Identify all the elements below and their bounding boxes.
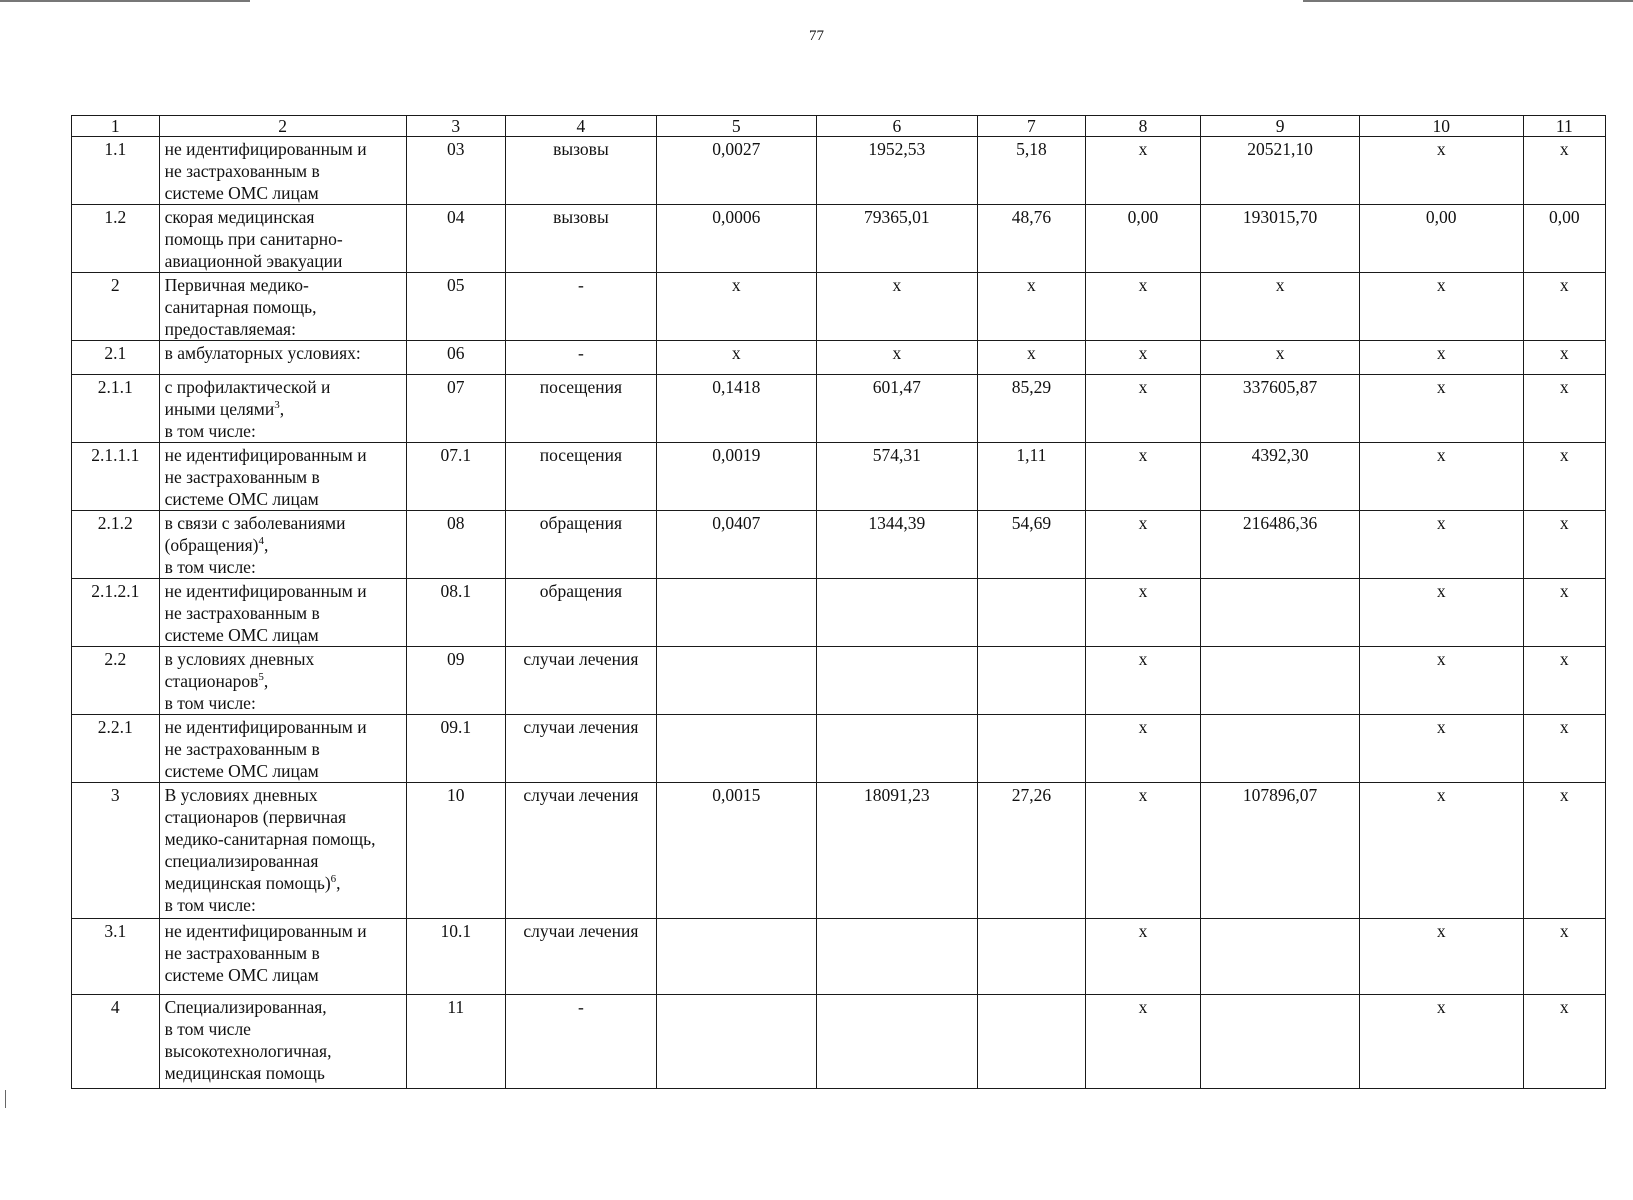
row-name-line: [165, 784, 401, 806]
row-name-line: [165, 534, 401, 556]
cell-col-6: 18091,23: [816, 783, 978, 919]
row-name-text: медико-санитарная помощь,: [164, 829, 376, 849]
row-name-text: иными целями: [164, 399, 275, 419]
cell-col-10: x: [1359, 443, 1523, 511]
cell-col-6: [816, 919, 978, 995]
cell-col-5: [657, 995, 817, 1089]
row-name-text: в том числе:: [164, 557, 256, 577]
cell-col-5: [657, 919, 817, 995]
row-number: 2.2.1: [72, 715, 160, 783]
cell-col-5: [657, 647, 817, 715]
cell-col-11: x: [1523, 715, 1605, 783]
row-name-text: стационаров (первичная: [164, 807, 347, 827]
column-header-1: 1: [72, 116, 160, 137]
page-number: 77: [809, 28, 824, 44]
column-header-3: 3: [406, 116, 505, 137]
row-number: 2: [72, 273, 160, 341]
row-number: 3.1: [72, 919, 160, 995]
row-number: 2.2: [72, 647, 160, 715]
row-name-text: системе ОМС лицам: [164, 965, 319, 985]
footnote-marker: 4: [258, 535, 264, 548]
row-name-text: не идентифицированным и: [164, 581, 367, 601]
cell-col-5: 0,0019: [657, 443, 817, 511]
row-name-text: не застрахованным в: [164, 161, 320, 181]
cell-col-10: x: [1359, 715, 1523, 783]
row-name-line: [165, 296, 401, 318]
cell-col-5: 0,0027: [657, 137, 817, 205]
row-name: [159, 341, 406, 375]
cell-col-10: x: [1359, 273, 1523, 341]
row-line-code: 09.1: [406, 715, 505, 783]
table-row: [72, 205, 1606, 273]
row-name-line: [165, 250, 401, 272]
row-line-code: 07: [406, 375, 505, 443]
column-header-10: 10: [1359, 116, 1523, 137]
row-name-line: [165, 828, 401, 850]
cell-col-11: x: [1523, 443, 1605, 511]
row-line-code: 10: [406, 783, 505, 919]
row-line-code: 08: [406, 511, 505, 579]
row-name-text: В условиях дневных: [164, 785, 318, 805]
row-name-line: [165, 942, 401, 964]
row-unit: вызовы: [505, 137, 656, 205]
table-row: [72, 919, 1606, 995]
row-name-line: [165, 138, 401, 160]
row-name-line: [165, 420, 401, 442]
row-name-text: помощь при санитарно-: [164, 229, 343, 249]
row-line-code: 06: [406, 341, 505, 375]
cell-col-10: x: [1359, 511, 1523, 579]
cell-col-8: x: [1085, 995, 1201, 1089]
row-unit: случаи лечения: [505, 647, 656, 715]
row-name-line: [165, 512, 401, 534]
row-line-code: 07.1: [406, 443, 505, 511]
table-row: [72, 137, 1606, 205]
cell-col-6: [816, 579, 978, 647]
table-row: [72, 995, 1606, 1089]
cell-col-9: 107896,07: [1201, 783, 1360, 919]
cell-col-11: x: [1523, 995, 1605, 1089]
row-name-text: не идентифицированным и: [164, 717, 367, 737]
row-name-text: высокотехнологичная,: [164, 1041, 332, 1061]
row-number: 4: [72, 995, 160, 1089]
row-number: 1.1: [72, 137, 160, 205]
row-line-code: 10.1: [406, 919, 505, 995]
cell-col-11: x: [1523, 341, 1605, 375]
cell-col-5: 0,0407: [657, 511, 817, 579]
row-name-text: в том числе:: [164, 693, 256, 713]
cell-col-10: x: [1359, 995, 1523, 1089]
row-line-code: 04: [406, 205, 505, 273]
row-unit: случаи лечения: [505, 715, 656, 783]
row-name-line: [165, 1018, 401, 1040]
cell-col-9: [1201, 715, 1360, 783]
row-name-line: [165, 624, 401, 646]
row-line-code: 03: [406, 137, 505, 205]
footnote-marker: 6: [330, 873, 337, 886]
table-row: [72, 273, 1606, 341]
row-number: 2.1.1: [72, 375, 160, 443]
row-name-line: [165, 872, 401, 894]
cell-col-8: x: [1085, 443, 1201, 511]
cell-col-8: x: [1085, 273, 1201, 341]
header-row: [72, 116, 1606, 137]
row-name: [159, 511, 406, 579]
row-name: [159, 273, 406, 341]
cell-col-11: x: [1523, 647, 1605, 715]
table-row: [72, 647, 1606, 715]
row-name-line: [165, 670, 401, 692]
row-number: 2.1.1.1: [72, 443, 160, 511]
row-name-text: в связи с заболеваниями: [164, 513, 346, 533]
row-number: 2.1.2.1: [72, 579, 160, 647]
row-name: [159, 919, 406, 995]
data-table: [71, 115, 1606, 1089]
cell-col-11: x: [1523, 375, 1605, 443]
row-name-text: системе ОМС лицам: [164, 761, 319, 781]
row-name-text: не идентифицированным и: [164, 921, 367, 941]
row-name: [159, 443, 406, 511]
row-number: 2.1: [72, 341, 160, 375]
cell-col-9: 20521,10: [1201, 137, 1360, 205]
row-name-text: предоставляемая:: [164, 319, 296, 339]
row-name-text: не идентифицированным и: [164, 139, 367, 159]
cell-col-7: [978, 579, 1085, 647]
footnote-marker: 3: [274, 399, 280, 412]
cell-col-7: [978, 647, 1085, 715]
cell-col-11: x: [1523, 919, 1605, 995]
row-unit: случаи лечения: [505, 919, 656, 995]
row-unit: вызовы: [505, 205, 656, 273]
row-name-text: в том числе:: [164, 421, 256, 441]
top-rule-left: [0, 0, 250, 2]
cell-col-8: x: [1085, 579, 1201, 647]
row-name-text: специализированная: [164, 851, 319, 871]
row-name: [159, 375, 406, 443]
row-name-text: системе ОМС лицам: [164, 625, 319, 645]
cell-col-5: [657, 579, 817, 647]
table-row: [72, 579, 1606, 647]
row-name-line: [165, 160, 401, 182]
cell-col-6: 574,31: [816, 443, 978, 511]
row-name-text: (обращения): [164, 535, 259, 555]
row-name-text: в том числе:: [164, 895, 256, 915]
column-header-8: 8: [1085, 116, 1201, 137]
row-line-code: 09: [406, 647, 505, 715]
cell-col-10: x: [1359, 919, 1523, 995]
cell-col-10: x: [1359, 375, 1523, 443]
row-name-text: с профилактической и: [164, 377, 331, 397]
cell-col-6: [816, 715, 978, 783]
cell-col-7: [978, 715, 1085, 783]
cell-col-11: x: [1523, 511, 1605, 579]
row-name-line: [165, 206, 401, 228]
cell-col-5: x: [657, 341, 817, 375]
row-name-line: [165, 920, 401, 942]
row-name-line: [165, 228, 401, 250]
row-name-text: медицинская помощь: [164, 1063, 325, 1083]
top-rule-right: [1303, 0, 1633, 2]
row-name-line: [165, 556, 401, 578]
row-name-line: [165, 580, 401, 602]
row-name-text: медицинская помощь): [164, 873, 331, 893]
row-name-line: [165, 342, 401, 364]
row-name-line: [165, 894, 401, 916]
row-name-line: [165, 398, 401, 420]
row-unit: посещения: [505, 443, 656, 511]
cell-col-6: 1952,53: [816, 137, 978, 205]
cell-col-6: x: [816, 273, 978, 341]
row-name-line: [165, 182, 401, 204]
row-name: [159, 995, 406, 1089]
row-name: [159, 579, 406, 647]
table-row: [72, 375, 1606, 443]
row-name-text: не застрахованным в: [164, 467, 320, 487]
row-name-text: скорая медицинская: [164, 207, 315, 227]
cell-col-5: x: [657, 273, 817, 341]
row-name-text: Специализированная,: [164, 997, 327, 1017]
cell-col-11: x: [1523, 273, 1605, 341]
cell-col-7: x: [978, 273, 1085, 341]
row-name-text: санитарная помощь,: [164, 297, 317, 317]
row-name-line: [165, 376, 401, 398]
row-unit: -: [505, 995, 656, 1089]
row-name: [159, 647, 406, 715]
cell-col-11: x: [1523, 783, 1605, 919]
cell-col-6: x: [816, 341, 978, 375]
table-row: [72, 783, 1606, 919]
row-name-text: Первичная медико-: [164, 275, 309, 295]
cell-col-6: 79365,01: [816, 205, 978, 273]
cell-col-6: [816, 647, 978, 715]
row-name: [159, 137, 406, 205]
column-header-4: 4: [505, 116, 656, 137]
cell-col-9: [1201, 579, 1360, 647]
cell-col-10: 0,00: [1359, 205, 1523, 273]
cell-col-5: 0,0006: [657, 205, 817, 273]
row-unit: случаи лечения: [505, 783, 656, 919]
row-line-code: 08.1: [406, 579, 505, 647]
row-unit: -: [505, 273, 656, 341]
row-name-line: [165, 996, 401, 1018]
cell-col-8: x: [1085, 341, 1201, 375]
cell-col-6: 1344,39: [816, 511, 978, 579]
cell-col-6: [816, 995, 978, 1089]
cell-col-5: 0,1418: [657, 375, 817, 443]
cell-col-9: x: [1201, 341, 1360, 375]
row-name: [159, 715, 406, 783]
table-row: [72, 341, 1606, 375]
cell-col-7: 85,29: [978, 375, 1085, 443]
footnote-suffix: ,: [263, 671, 269, 691]
row-name-text: авиационной эвакуации: [164, 251, 343, 271]
cell-col-7: 5,18: [978, 137, 1085, 205]
cell-col-9: x: [1201, 273, 1360, 341]
column-header-7: 7: [978, 116, 1085, 137]
cell-col-11: x: [1523, 579, 1605, 647]
column-header-2: 2: [159, 116, 406, 137]
row-name-text: в условиях дневных: [164, 649, 315, 669]
cell-col-10: x: [1359, 137, 1523, 205]
cell-col-9: 4392,30: [1201, 443, 1360, 511]
cell-col-9: [1201, 647, 1360, 715]
cell-col-9: 216486,36: [1201, 511, 1360, 579]
row-name-line: [165, 760, 401, 782]
cell-col-10: x: [1359, 647, 1523, 715]
row-name: [159, 783, 406, 919]
row-number: 3: [72, 783, 160, 919]
cell-col-7: 27,26: [978, 783, 1085, 919]
row-name-line: [165, 318, 401, 340]
cell-col-7: x: [978, 341, 1085, 375]
row-line-code: 11: [406, 995, 505, 1089]
row-unit: обращения: [505, 511, 656, 579]
column-header-11: 11: [1523, 116, 1605, 137]
cell-col-7: [978, 995, 1085, 1089]
row-name-line: [165, 1040, 401, 1062]
table-row: [72, 443, 1606, 511]
cell-col-11: x: [1523, 137, 1605, 205]
column-header-6: 6: [816, 116, 978, 137]
column-header-5: 5: [657, 116, 817, 137]
row-name: [159, 205, 406, 273]
cell-col-11: 0,00: [1523, 205, 1605, 273]
cell-col-5: [657, 715, 817, 783]
row-name-line: [165, 692, 401, 714]
cell-col-7: 48,76: [978, 205, 1085, 273]
cell-col-8: x: [1085, 647, 1201, 715]
cell-col-7: 54,69: [978, 511, 1085, 579]
row-name-text: не застрахованным в: [164, 603, 320, 623]
cell-col-6: 601,47: [816, 375, 978, 443]
row-name-line: [165, 1062, 401, 1084]
cell-col-10: x: [1359, 783, 1523, 919]
row-unit: обращения: [505, 579, 656, 647]
row-name-text: в амбулаторных условиях:: [164, 343, 361, 363]
row-name-line: [165, 964, 401, 986]
row-name-line: [165, 488, 401, 510]
row-name-text: не идентифицированным и: [164, 445, 367, 465]
row-name-text: системе ОМС лицам: [164, 489, 319, 509]
row-name-line: [165, 648, 401, 670]
footnote-marker: 5: [258, 671, 264, 684]
cell-col-8: 0,00: [1085, 205, 1201, 273]
row-line-code: 05: [406, 273, 505, 341]
cell-col-8: x: [1085, 783, 1201, 919]
table-row: [72, 715, 1606, 783]
row-name-text: в том числе: [164, 1019, 251, 1039]
cell-col-7: 1,11: [978, 443, 1085, 511]
row-name-line: [165, 274, 401, 296]
row-name-line: [165, 738, 401, 760]
cell-col-10: x: [1359, 579, 1523, 647]
footnote-suffix: ,: [279, 399, 285, 419]
row-name-line: [165, 716, 401, 738]
footnote-suffix: ,: [336, 873, 341, 893]
row-name-line: [165, 806, 401, 828]
margin-mark: [5, 1090, 6, 1108]
row-name-line: [165, 602, 401, 624]
row-name-text: системе ОМС лицам: [164, 183, 319, 203]
row-unit: посещения: [505, 375, 656, 443]
row-name-line: [165, 444, 401, 466]
row-unit: -: [505, 341, 656, 375]
cell-col-8: x: [1085, 715, 1201, 783]
table-header: [72, 116, 1606, 137]
cell-col-5: 0,0015: [657, 783, 817, 919]
cell-col-9: [1201, 919, 1360, 995]
cell-col-8: x: [1085, 375, 1201, 443]
table-body: [72, 137, 1606, 1089]
column-header-9: 9: [1201, 116, 1360, 137]
row-name-text: стационаров: [164, 671, 259, 691]
cell-col-9: 337605,87: [1201, 375, 1360, 443]
row-name-text: не застрахованным в: [164, 739, 320, 759]
cell-col-9: [1201, 995, 1360, 1089]
row-name-text: не застрахованным в: [164, 943, 320, 963]
row-name-line: [165, 466, 401, 488]
cell-col-8: x: [1085, 511, 1201, 579]
row-name-line: [165, 850, 401, 872]
cell-col-8: x: [1085, 137, 1201, 205]
table-row: [72, 511, 1606, 579]
footnote-suffix: ,: [263, 535, 269, 555]
cell-col-10: x: [1359, 341, 1523, 375]
cell-col-8: x: [1085, 919, 1201, 995]
cell-col-7: [978, 919, 1085, 995]
cell-col-9: 193015,70: [1201, 205, 1360, 273]
row-number: 1.2: [72, 205, 160, 273]
row-number: 2.1.2: [72, 511, 160, 579]
